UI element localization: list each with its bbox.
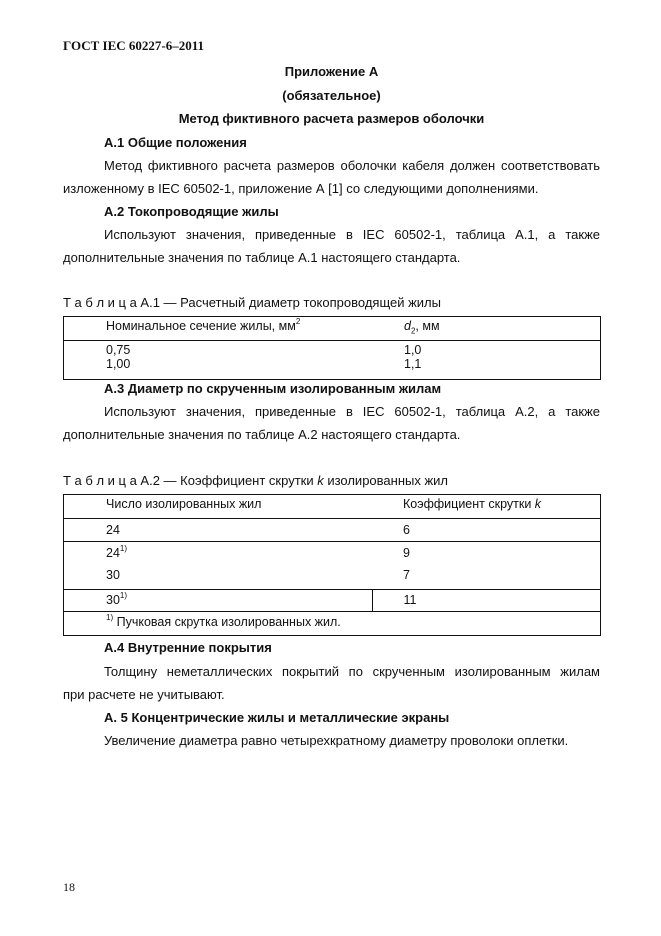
- table-a1-header-row: [64, 317, 601, 341]
- footnote-marker: 1): [119, 544, 128, 553]
- table-a1-col1-text: Номинальное сечение жилы, мм: [106, 319, 296, 333]
- table-a2-footnote: [64, 612, 601, 636]
- table-a1-col1-sup: 2: [295, 317, 301, 326]
- table-footnote-row: [64, 612, 601, 636]
- table-a2-col1-header: [64, 495, 373, 519]
- table-a1-col1-header: [64, 317, 361, 341]
- table-row: [64, 519, 601, 542]
- table-cell: 6: [372, 519, 601, 542]
- table-a1-col2-header: [360, 317, 601, 341]
- table-a2-col2-header: [372, 495, 601, 519]
- table-a1-col2-symbol: d: [404, 319, 411, 333]
- table-cell: 9: [372, 542, 601, 566]
- table-a1-col2-values: [360, 341, 601, 380]
- footnote-marker: 1): [119, 591, 128, 600]
- table-cell: 7: [372, 566, 601, 590]
- table-cell-value: 30: [106, 593, 120, 607]
- table-cell: 1,0: [404, 343, 422, 357]
- appendix-status: (обязательное): [282, 88, 381, 103]
- table-a1-caption: Т а б л и ц а А.1 — Расчетный диаметр токопроводящей жилы: [63, 295, 441, 310]
- appendix-subtitle: Метод фиктивного расчета размеров оболочки: [178, 111, 485, 126]
- section-a5-line1: Увеличение диаметра равно четырехкратному диаметру проволоки оплетки.: [104, 733, 569, 748]
- footnote-marker: 1): [106, 613, 114, 622]
- section-a4-title: А.4 Внутренние покрытия: [104, 640, 272, 655]
- table-a2-caption-k: k: [317, 473, 324, 488]
- section-a4-line1: Толщину неметаллических покрытий по скрученным изолированным жилам: [104, 664, 600, 679]
- table-a1-col1-values: [64, 341, 361, 380]
- table-cell: 30: [64, 566, 373, 590]
- table-cell: 24: [64, 519, 373, 542]
- table-cell: 11: [372, 590, 601, 612]
- table-cell: 0,75: [106, 343, 131, 357]
- table-cell: [64, 542, 373, 566]
- table-cell-value: 24: [106, 546, 120, 560]
- table-row: [64, 341, 601, 380]
- section-a5-title: А. 5 Концентрические жилы и металлические экраны: [104, 710, 450, 725]
- table-a1: [63, 316, 601, 380]
- section-a3-line2: дополнительные значения по таблице А.2 настоящего стандарта.: [63, 427, 461, 442]
- section-a1-line2: изложенному в IEC 60502-1, приложение А [1] со следующими дополнениями.: [63, 181, 539, 196]
- table-cell: [64, 590, 373, 612]
- section-a2-title: А.2 Токопроводящие жилы: [104, 204, 279, 219]
- section-a1-line1: Метод фиктивного расчета размеров оболочки кабеля должен соответствовать: [104, 158, 600, 173]
- footnote-text: Пучковая скрутка изолированных жил.: [113, 615, 341, 629]
- document-header: ГОСТ IEC 60227-6–2011: [63, 38, 205, 53]
- page-number: 18: [63, 880, 75, 894]
- section-a4-line2: при расчете не учитывают.: [63, 687, 225, 702]
- appendix-title: Приложение А: [284, 64, 379, 79]
- section-a3-line1: Используют значения, приведенные в IEC 60502-1, таблица А.2, а также: [104, 404, 600, 419]
- section-a2-line1: Используют значения, приведенные в IEC 60502-1, таблица А.1, а также: [104, 227, 600, 242]
- table-a2: [63, 494, 601, 636]
- table-a2-header-row: [64, 495, 601, 519]
- table-row: [64, 566, 601, 590]
- table-cell: 1,00: [106, 357, 131, 371]
- table-a1-col2-unit: , мм: [415, 319, 440, 333]
- section-a2-line2: дополнительные значения по таблице А.1 настоящего стандарта.: [63, 250, 461, 265]
- table-cell: 1,1: [404, 357, 422, 371]
- table-a1-col2-sub: 2: [410, 326, 416, 336]
- table-a2-caption-pre: Т а б л и ц а А.2 — Коэффициент скрутки: [63, 473, 318, 488]
- table-a2-col1-text: Число изолированных жил: [106, 497, 262, 511]
- section-a1-title: А.1 Общие положения: [104, 135, 247, 150]
- table-row: [64, 590, 601, 612]
- table-a2-caption-post: изолированных жил: [323, 473, 449, 488]
- section-a3-title: А.3 Диаметр по скрученным изолированным жилам: [104, 381, 442, 396]
- table-row: [64, 542, 601, 566]
- table-a2-col2-text: Коэффициент скрутки: [403, 497, 535, 511]
- table-a2-caption: [63, 473, 448, 488]
- table-a2-col2-k: k: [534, 497, 542, 511]
